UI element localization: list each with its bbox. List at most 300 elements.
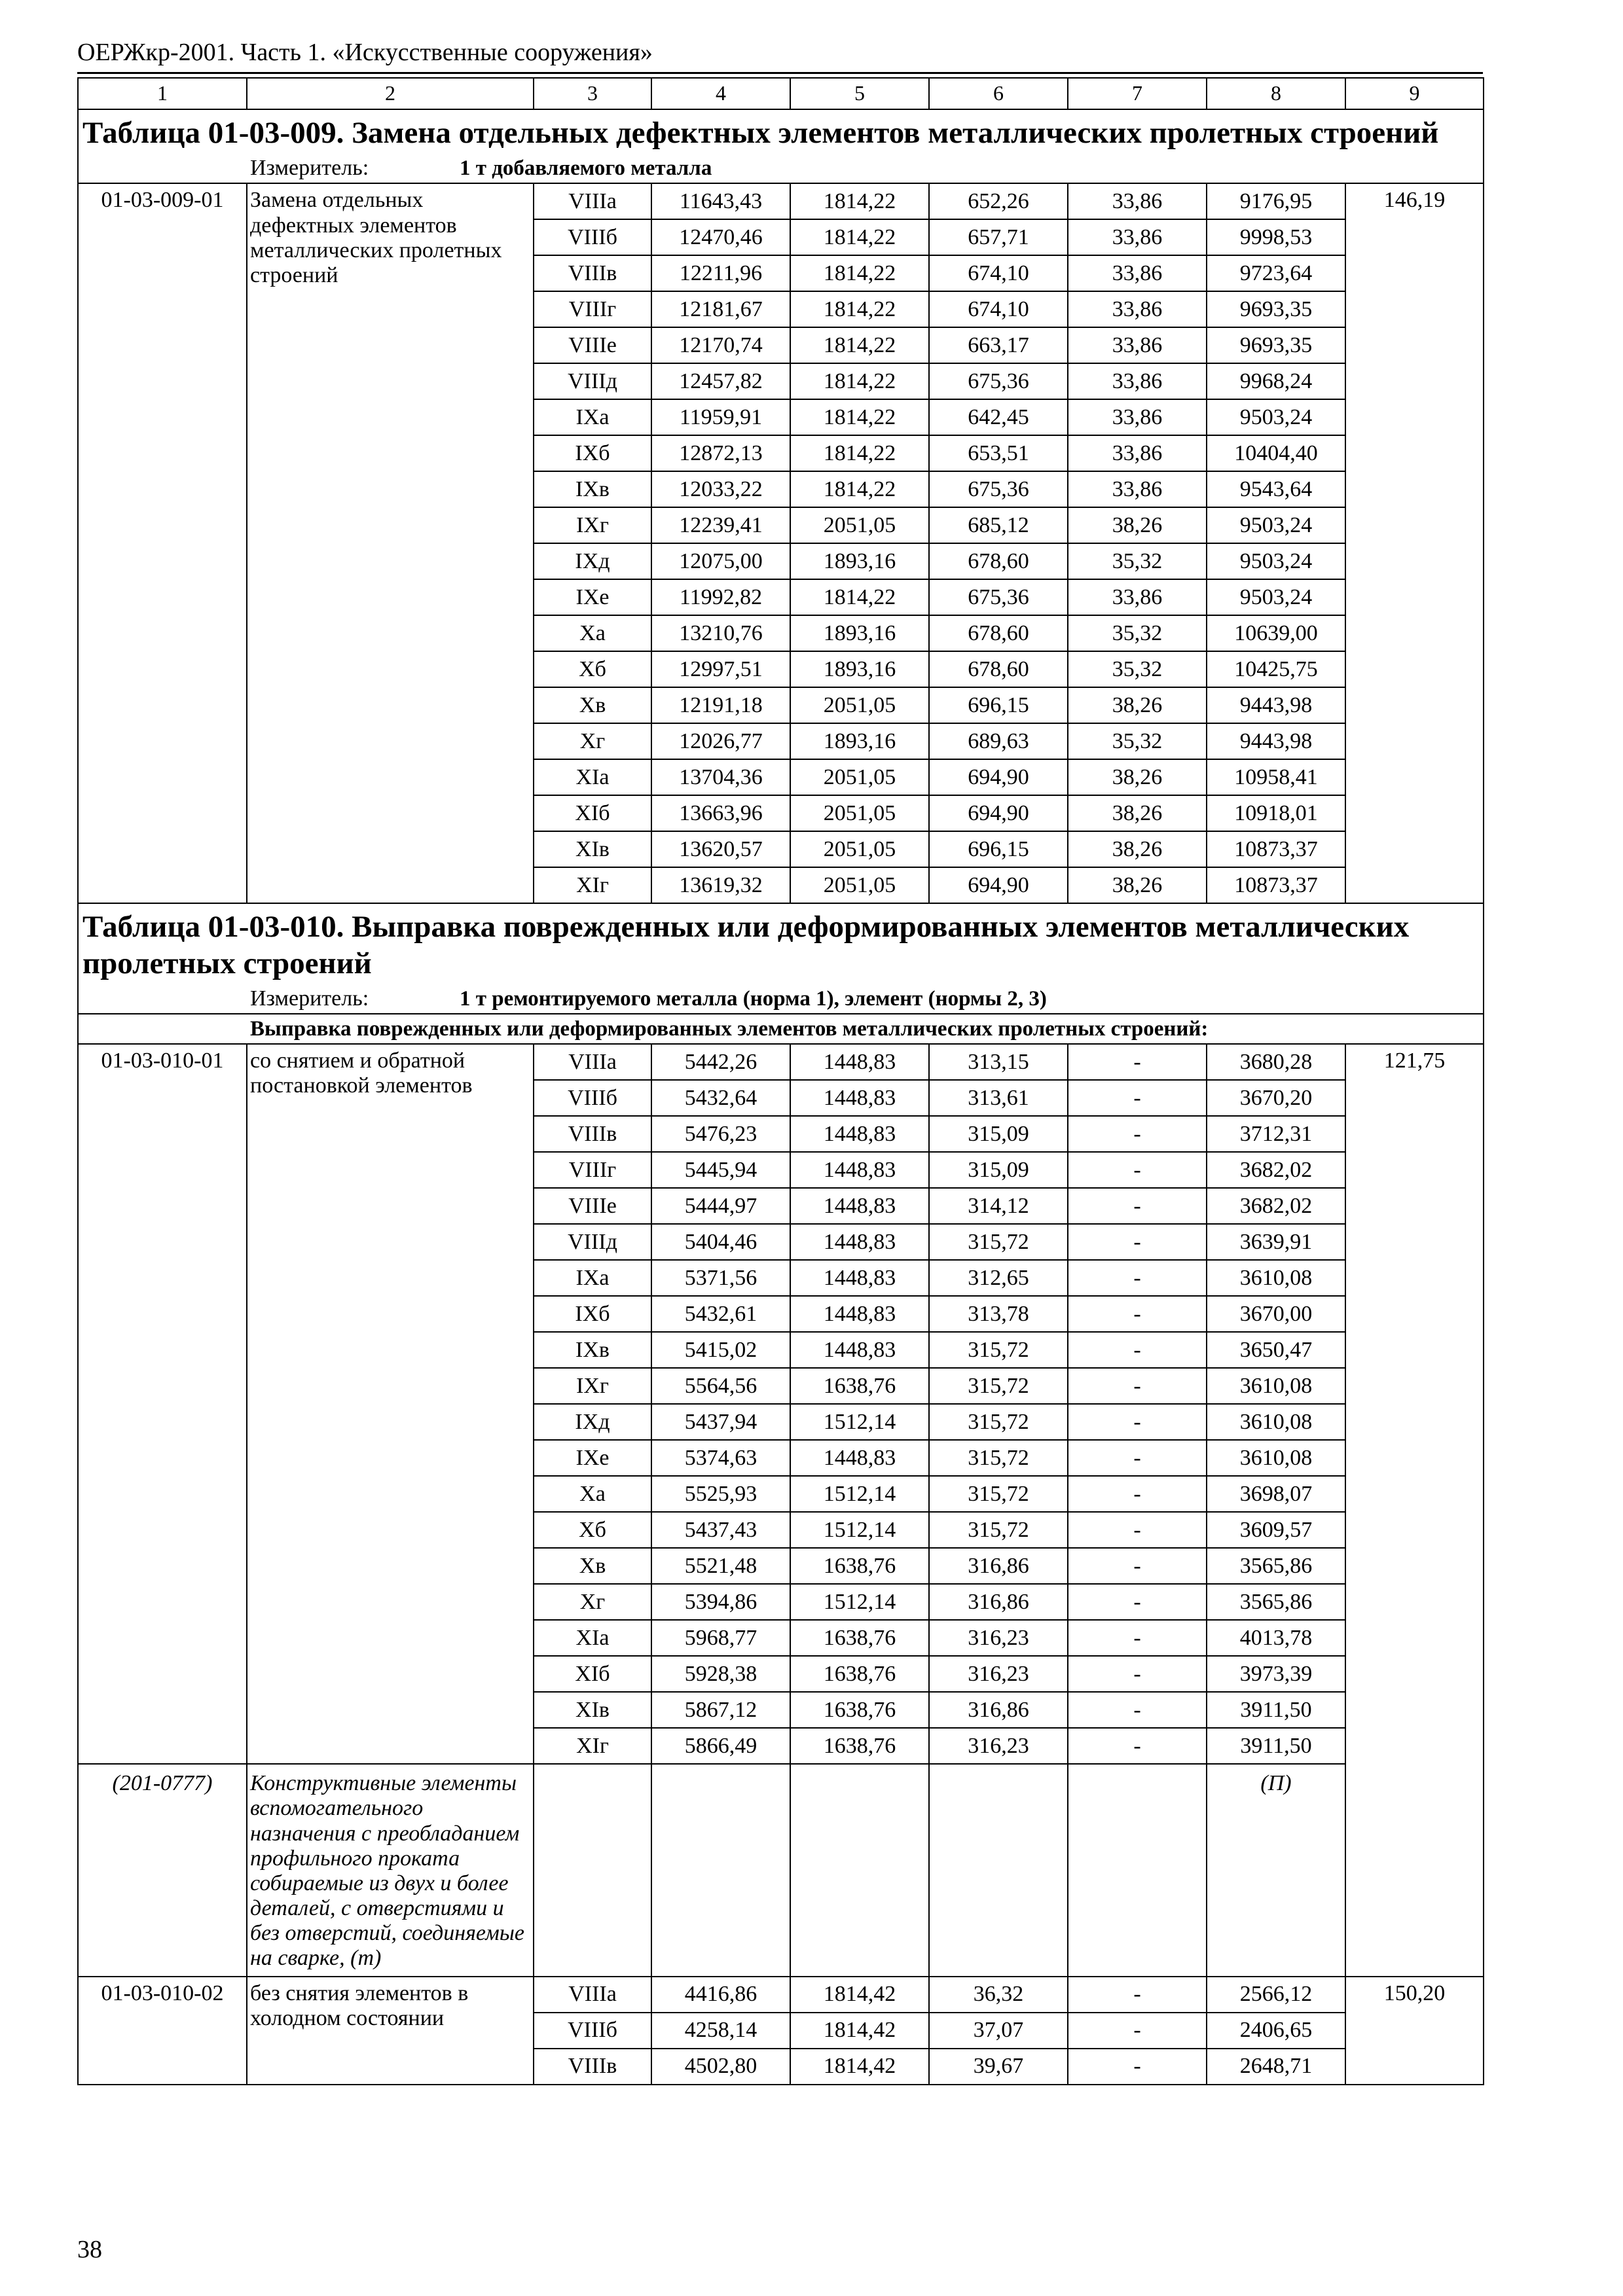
value-cell: 2566,12 — [1207, 1977, 1345, 2013]
value-cell: 1638,76 — [790, 1368, 929, 1404]
measure-label: Измеритель: — [250, 156, 369, 181]
value-cell: 10958,41 — [1207, 759, 1345, 795]
table1-measure-row — [78, 154, 1484, 183]
value-cell: 5432,61 — [651, 1296, 790, 1332]
value-cell: - — [1068, 1656, 1207, 1692]
value-cell: 1814,22 — [790, 255, 929, 291]
running-header: ОЕРЖкр-2001. Часть 1. «Искусственные сооружения» — [77, 39, 653, 66]
value-cell: 675,36 — [929, 579, 1068, 615]
page-number: 38 — [77, 2236, 102, 2263]
value-cell: 10425,75 — [1207, 651, 1345, 687]
norm-description: со снятием и обратной постановкой элементов — [247, 1044, 534, 1764]
value-cell: VIIIб — [534, 2013, 651, 2049]
norm-code: 01-03-010-01 — [78, 1044, 247, 1764]
value-cell: 675,36 — [929, 363, 1068, 399]
value-cell: 35,32 — [1068, 651, 1207, 687]
value-cell: 315,09 — [929, 1116, 1068, 1152]
value-cell: 38,26 — [1068, 795, 1207, 831]
value-cell: 313,61 — [929, 1080, 1068, 1116]
value-cell: - — [1068, 1548, 1207, 1584]
value-cell: 678,60 — [929, 615, 1068, 651]
value-cell: IXб — [534, 1296, 651, 1332]
value-cell: 3565,86 — [1207, 1548, 1345, 1584]
value-cell: 12170,74 — [651, 327, 790, 363]
value-cell: 1448,83 — [790, 1152, 929, 1188]
value-cell: 1814,42 — [790, 1977, 929, 2013]
value-cell: 2051,05 — [790, 831, 929, 867]
value-cell: 5432,64 — [651, 1080, 790, 1116]
value-cell: Xа — [534, 1476, 651, 1512]
value-cell: 4416,86 — [651, 1977, 790, 2013]
value-cell: 9503,24 — [1207, 579, 1345, 615]
value-cell: 4502,80 — [651, 2049, 790, 2085]
measure-value: 1 т ремонтируемого металла (норма 1), элемент (нормы 2, 3) — [460, 987, 1047, 1011]
value-cell: 1638,76 — [790, 1656, 929, 1692]
table1-title-row — [78, 109, 1484, 154]
value-cell: 1448,83 — [790, 1044, 929, 1080]
value-cell: 33,86 — [1068, 219, 1207, 255]
value-cell: 642,45 — [929, 399, 1068, 435]
value-cell: 1814,22 — [790, 219, 929, 255]
value-cell: 3712,31 — [1207, 1116, 1345, 1152]
value-cell: Xг — [534, 723, 651, 759]
value-cell: - — [1068, 1044, 1207, 1080]
column-number: 7 — [1068, 78, 1207, 109]
value-cell: 13663,96 — [651, 795, 790, 831]
value-cell: VIIIе — [534, 327, 651, 363]
table2-measure — [78, 984, 1484, 1014]
value-cell: 5404,46 — [651, 1224, 790, 1260]
value-cell: VIIIд — [534, 363, 651, 399]
value-cell: 3610,08 — [1207, 1368, 1345, 1404]
value-cell: XIа — [534, 1620, 651, 1656]
value-cell: 1448,83 — [790, 1080, 929, 1116]
value-cell: 33,86 — [1068, 471, 1207, 507]
value-cell: 12470,46 — [651, 219, 790, 255]
value-cell: 11643,43 — [651, 183, 790, 219]
value-cell: 653,51 — [929, 435, 1068, 471]
value-cell: 3682,02 — [1207, 1152, 1345, 1188]
table2-measure-row — [78, 984, 1484, 1014]
value-cell: - — [1068, 1476, 1207, 1512]
value-cell: 33,86 — [1068, 399, 1207, 435]
value-cell: 9723,64 — [1207, 255, 1345, 291]
value-cell: - — [1068, 2013, 1207, 2049]
value-cell: - — [1068, 1260, 1207, 1296]
value-cell: - — [1068, 1152, 1207, 1188]
value-cell: 689,63 — [929, 723, 1068, 759]
value-cell: 35,32 — [1068, 615, 1207, 651]
value-cell: IXд — [534, 1404, 651, 1440]
value-cell: IXа — [534, 399, 651, 435]
value-cell: IXе — [534, 579, 651, 615]
value-cell: 13619,32 — [651, 867, 790, 903]
value-cell: 2051,05 — [790, 795, 929, 831]
value-cell: 5866,49 — [651, 1728, 790, 1764]
value-cell: 13620,57 — [651, 831, 790, 867]
value-cell: 696,15 — [929, 687, 1068, 723]
value-cell: VIIIв — [534, 2049, 651, 2085]
norm-col9: 121,75 — [1345, 1044, 1484, 1977]
value-cell: 315,72 — [929, 1512, 1068, 1548]
value-cell: 12211,96 — [651, 255, 790, 291]
value-cell: 313,15 — [929, 1044, 1068, 1080]
norm-code: 01-03-009-01 — [78, 183, 247, 903]
table1-title: Таблица 01-03-009. Замена отдельных дефектных элементов металлических пролетных строений — [78, 109, 1484, 154]
value-cell: 12191,18 — [651, 687, 790, 723]
value-cell: 5442,26 — [651, 1044, 790, 1080]
value-cell: 5521,48 — [651, 1548, 790, 1584]
value-cell: 1638,76 — [790, 1620, 929, 1656]
table2-title: Таблица 01-03-010. Выправка поврежденных или деформированных элементов металлических пролетных строений — [78, 903, 1484, 984]
value-cell: 3670,00 — [1207, 1296, 1345, 1332]
value-cell: 1448,83 — [790, 1188, 929, 1224]
value-cell: 33,86 — [1068, 579, 1207, 615]
value-cell: 5394,86 — [651, 1584, 790, 1620]
value-cell: 3911,50 — [1207, 1728, 1345, 1764]
empty-cell — [534, 1764, 651, 1977]
value-cell: 38,26 — [1068, 687, 1207, 723]
value-cell: XIв — [534, 831, 651, 867]
value-cell: 316,23 — [929, 1728, 1068, 1764]
value-cell: 674,10 — [929, 255, 1068, 291]
value-cell: 36,32 — [929, 1977, 1068, 2013]
value-cell: 1814,22 — [790, 471, 929, 507]
value-cell: Xб — [534, 651, 651, 687]
value-cell: 9968,24 — [1207, 363, 1345, 399]
value-cell: 2648,71 — [1207, 2049, 1345, 2085]
value-cell: IXг — [534, 1368, 651, 1404]
measure-label: Измеритель: — [250, 986, 369, 1011]
table1-row — [78, 183, 1484, 219]
column-number: 3 — [534, 78, 651, 109]
value-cell: 9443,98 — [1207, 687, 1345, 723]
value-cell: 1638,76 — [790, 1548, 929, 1584]
empty-cell — [929, 1764, 1068, 1977]
value-cell: 1893,16 — [790, 615, 929, 651]
value-cell: IXв — [534, 471, 651, 507]
value-cell: 9503,24 — [1207, 507, 1345, 543]
value-cell: 1893,16 — [790, 651, 929, 687]
value-cell: 4258,14 — [651, 2013, 790, 2049]
value-cell: 35,32 — [1068, 723, 1207, 759]
value-cell: 9176,95 — [1207, 183, 1345, 219]
value-cell: 1814,22 — [790, 183, 929, 219]
value-cell: 5437,43 — [651, 1512, 790, 1548]
value-cell: Xв — [534, 1548, 651, 1584]
value-cell: 1638,76 — [790, 1692, 929, 1728]
value-cell: 38,26 — [1068, 831, 1207, 867]
value-cell: VIIIе — [534, 1188, 651, 1224]
value-cell: 1448,83 — [790, 1260, 929, 1296]
value-cell: 312,65 — [929, 1260, 1068, 1296]
value-cell: 5928,38 — [651, 1656, 790, 1692]
value-cell: 3610,08 — [1207, 1260, 1345, 1296]
value-cell: 678,60 — [929, 651, 1068, 687]
norm-description: Замена отдельных дефектных элементов металлических пролетных строений — [247, 183, 534, 903]
value-cell: 315,72 — [929, 1224, 1068, 1260]
value-cell: 1448,83 — [790, 1332, 929, 1368]
value-cell: - — [1068, 1977, 1207, 2013]
column-number: 2 — [247, 78, 534, 109]
value-cell: 3682,02 — [1207, 1188, 1345, 1224]
value-cell: 13210,76 — [651, 615, 790, 651]
value-cell: 3650,47 — [1207, 1332, 1345, 1368]
value-cell: VIIIг — [534, 1152, 651, 1188]
value-cell: 3639,91 — [1207, 1224, 1345, 1260]
value-cell: 3610,08 — [1207, 1440, 1345, 1476]
value-cell: 5445,94 — [651, 1152, 790, 1188]
value-cell: - — [1068, 1080, 1207, 1116]
value-cell: Xб — [534, 1512, 651, 1548]
value-cell: Xа — [534, 615, 651, 651]
value-cell: 33,86 — [1068, 255, 1207, 291]
value-cell: 663,17 — [929, 327, 1068, 363]
value-cell: 5564,56 — [651, 1368, 790, 1404]
value-cell: 315,72 — [929, 1476, 1068, 1512]
value-cell: 10873,37 — [1207, 831, 1345, 867]
resource-unit: (П) — [1207, 1764, 1345, 1977]
value-cell: 33,86 — [1068, 291, 1207, 327]
value-cell: IXе — [534, 1440, 651, 1476]
norm-code: 01-03-010-02 — [78, 1977, 247, 2085]
column-number: 9 — [1345, 78, 1484, 109]
value-cell: 9443,98 — [1207, 723, 1345, 759]
value-cell: XIг — [534, 867, 651, 903]
value-cell: 315,09 — [929, 1152, 1068, 1188]
value-cell: 3610,08 — [1207, 1404, 1345, 1440]
value-cell: 12075,00 — [651, 543, 790, 579]
value-cell: 1814,42 — [790, 2049, 929, 2085]
value-cell: XIб — [534, 1656, 651, 1692]
value-cell: 9503,24 — [1207, 543, 1345, 579]
value-cell: 316,86 — [929, 1692, 1068, 1728]
value-cell: IXб — [534, 435, 651, 471]
value-cell: 1448,83 — [790, 1116, 929, 1152]
value-cell: 5415,02 — [651, 1332, 790, 1368]
value-cell: - — [1068, 1692, 1207, 1728]
value-cell: 4013,78 — [1207, 1620, 1345, 1656]
norm1-row — [78, 1044, 1484, 1080]
value-cell: XIа — [534, 759, 651, 795]
value-cell: 12181,67 — [651, 291, 790, 327]
measure-value: 1 т добавляемого металла — [460, 156, 712, 181]
value-cell: 1814,22 — [790, 291, 929, 327]
table1-measure — [78, 154, 1484, 183]
value-cell: Xв — [534, 687, 651, 723]
value-cell: 5371,56 — [651, 1260, 790, 1296]
value-cell: 38,26 — [1068, 759, 1207, 795]
value-cell: VIIIб — [534, 1080, 651, 1116]
value-cell: 674,10 — [929, 291, 1068, 327]
value-cell: 675,36 — [929, 471, 1068, 507]
norm-col9: 146,19 — [1345, 183, 1484, 903]
value-cell: 316,23 — [929, 1620, 1068, 1656]
value-cell: - — [1068, 1296, 1207, 1332]
value-cell: 1512,14 — [790, 1512, 929, 1548]
value-cell: IXг — [534, 507, 651, 543]
value-cell: 5437,94 — [651, 1404, 790, 1440]
value-cell: - — [1068, 1332, 1207, 1368]
value-cell: XIв — [534, 1692, 651, 1728]
value-cell: 1512,14 — [790, 1476, 929, 1512]
value-cell: - — [1068, 1116, 1207, 1152]
value-cell: 33,86 — [1068, 363, 1207, 399]
value-cell: 5444,97 — [651, 1188, 790, 1224]
value-cell: 10639,00 — [1207, 615, 1345, 651]
value-cell: 5374,63 — [651, 1440, 790, 1476]
value-cell: - — [1068, 1584, 1207, 1620]
value-cell: 1448,83 — [790, 1296, 929, 1332]
value-cell: 1814,22 — [790, 435, 929, 471]
value-cell: 38,26 — [1068, 867, 1207, 903]
value-cell: 1512,14 — [790, 1584, 929, 1620]
column-numbers-row — [78, 78, 1484, 109]
resource-description: Конструктивные элементы вспомогательного назначения с преобладанием профильного проката собираемые из двух и более деталей, с отверстиями и без отверстий, соединяемые на сварке, (т) — [247, 1764, 534, 1977]
value-cell: IXд — [534, 543, 651, 579]
value-cell: 38,26 — [1068, 507, 1207, 543]
value-cell: 2406,65 — [1207, 2013, 1345, 2049]
value-cell: 9503,24 — [1207, 399, 1345, 435]
column-number: 8 — [1207, 78, 1345, 109]
value-cell: 5525,93 — [651, 1476, 790, 1512]
value-cell: 10873,37 — [1207, 867, 1345, 903]
value-cell: 3911,50 — [1207, 1692, 1345, 1728]
value-cell: 316,86 — [929, 1584, 1068, 1620]
value-cell: 5968,77 — [651, 1620, 790, 1656]
value-cell: 3670,20 — [1207, 1080, 1345, 1116]
value-cell: VIIIб — [534, 219, 651, 255]
value-cell: 1448,83 — [790, 1440, 929, 1476]
table2-subheader: Выправка поврежденных или деформированных элементов металлических пролетных строений: — [78, 1014, 1484, 1044]
value-cell: 657,71 — [929, 219, 1068, 255]
value-cell: 2051,05 — [790, 867, 929, 903]
value-cell: 3973,39 — [1207, 1656, 1345, 1692]
value-cell: IXа — [534, 1260, 651, 1296]
value-cell: VIIIа — [534, 1044, 651, 1080]
value-cell: 9998,53 — [1207, 219, 1345, 255]
value-cell: 1814,22 — [790, 363, 929, 399]
value-cell: 33,86 — [1068, 435, 1207, 471]
value-cell: 2051,05 — [790, 687, 929, 723]
value-cell: 12033,22 — [651, 471, 790, 507]
norm2-row — [78, 1977, 1484, 2013]
value-cell: 315,72 — [929, 1332, 1068, 1368]
value-cell: 1638,76 — [790, 1728, 929, 1764]
value-cell: 2051,05 — [790, 507, 929, 543]
value-cell: VIIIв — [534, 1116, 651, 1152]
value-cell: 9693,35 — [1207, 291, 1345, 327]
value-cell: 1814,22 — [790, 579, 929, 615]
value-cell: 694,90 — [929, 867, 1068, 903]
value-cell: 3565,86 — [1207, 1584, 1345, 1620]
value-cell: 35,32 — [1068, 543, 1207, 579]
value-cell: 678,60 — [929, 543, 1068, 579]
value-cell: 694,90 — [929, 759, 1068, 795]
norms-table — [77, 77, 1484, 2085]
value-cell: - — [1068, 1368, 1207, 1404]
value-cell: 3609,57 — [1207, 1512, 1345, 1548]
value-cell: 316,23 — [929, 1656, 1068, 1692]
value-cell: 12026,77 — [651, 723, 790, 759]
value-cell: VIIIв — [534, 255, 651, 291]
column-number: 5 — [790, 78, 929, 109]
value-cell: VIIIд — [534, 1224, 651, 1260]
value-cell: 1512,14 — [790, 1404, 929, 1440]
value-cell: 39,67 — [929, 2049, 1068, 2085]
column-number: 6 — [929, 78, 1068, 109]
value-cell: 2051,05 — [790, 759, 929, 795]
value-cell: 652,26 — [929, 183, 1068, 219]
value-cell: 3698,07 — [1207, 1476, 1345, 1512]
value-cell: - — [1068, 1512, 1207, 1548]
value-cell: 316,86 — [929, 1548, 1068, 1584]
value-cell: 10404,40 — [1207, 435, 1345, 471]
resource-row — [78, 1764, 1484, 1977]
value-cell: 315,72 — [929, 1404, 1068, 1440]
value-cell: 5476,23 — [651, 1116, 790, 1152]
value-cell: 3680,28 — [1207, 1044, 1345, 1080]
value-cell: 685,12 — [929, 507, 1068, 543]
value-cell: 11959,91 — [651, 399, 790, 435]
value-cell: - — [1068, 2049, 1207, 2085]
empty-cell — [790, 1764, 929, 1977]
value-cell: VIIIг — [534, 291, 651, 327]
value-cell: - — [1068, 1440, 1207, 1476]
empty-cell — [1068, 1764, 1207, 1977]
value-cell: 12997,51 — [651, 651, 790, 687]
table2-subheader-row — [78, 1014, 1484, 1044]
value-cell: 315,72 — [929, 1368, 1068, 1404]
value-cell: 9693,35 — [1207, 327, 1345, 363]
value-cell: 315,72 — [929, 1440, 1068, 1476]
value-cell: 696,15 — [929, 831, 1068, 867]
value-cell: 5867,12 — [651, 1692, 790, 1728]
value-cell: XIг — [534, 1728, 651, 1764]
value-cell: VIIIа — [534, 1977, 651, 2013]
value-cell: - — [1068, 1620, 1207, 1656]
value-cell: IXв — [534, 1332, 651, 1368]
value-cell: 9543,64 — [1207, 471, 1345, 507]
norm-description: без снятия элементов в холодном состоянии — [247, 1977, 534, 2085]
empty-cell — [651, 1764, 790, 1977]
value-cell: 12239,41 — [651, 507, 790, 543]
column-number: 1 — [78, 78, 247, 109]
value-cell: - — [1068, 1404, 1207, 1440]
value-cell: 33,86 — [1068, 327, 1207, 363]
value-cell: Xг — [534, 1584, 651, 1620]
value-cell: 1814,22 — [790, 399, 929, 435]
value-cell: 1814,42 — [790, 2013, 929, 2049]
value-cell: 313,78 — [929, 1296, 1068, 1332]
value-cell: 1893,16 — [790, 543, 929, 579]
value-cell: 33,86 — [1068, 183, 1207, 219]
value-cell: 1814,22 — [790, 327, 929, 363]
value-cell: 37,07 — [929, 2013, 1068, 2049]
value-cell: 12457,82 — [651, 363, 790, 399]
value-cell: 12872,13 — [651, 435, 790, 471]
table2-title-row — [78, 903, 1484, 984]
norm-col9: 150,20 — [1345, 1977, 1484, 2085]
column-number: 4 — [651, 78, 790, 109]
value-cell: 1893,16 — [790, 723, 929, 759]
value-cell: - — [1068, 1224, 1207, 1260]
value-cell: 13704,36 — [651, 759, 790, 795]
value-cell: 11992,82 — [651, 579, 790, 615]
value-cell: VIIIа — [534, 183, 651, 219]
value-cell: 694,90 — [929, 795, 1068, 831]
resource-code: (201-0777) — [78, 1764, 247, 1977]
